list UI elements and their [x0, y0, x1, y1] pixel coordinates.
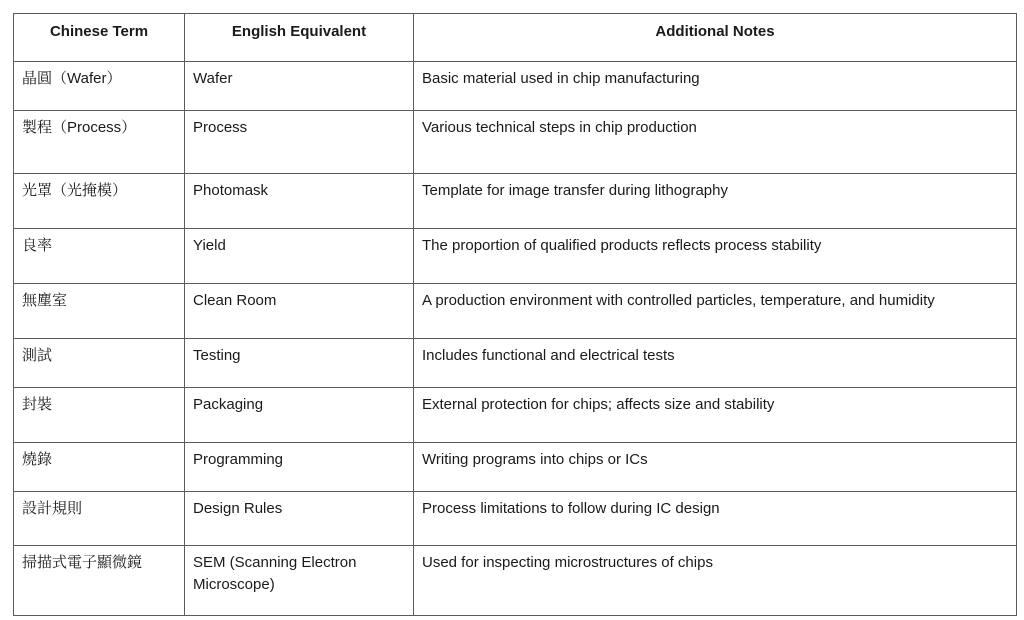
cell-additional-notes: Includes functional and electrical tests	[414, 339, 1017, 388]
table-row	[14, 546, 1017, 616]
cell-additional-notes: Template for image transfer during lithography	[414, 174, 1017, 229]
cell-chinese-term: 良率	[14, 229, 185, 284]
cell-english-equivalent: Process	[185, 111, 414, 174]
cell-english-equivalent: Programming	[185, 443, 414, 492]
table-body	[14, 62, 1017, 616]
header-additional-notes: Additional Notes	[414, 14, 1017, 62]
cell-additional-notes: Process limitations to follow during IC design	[414, 492, 1017, 546]
cell-english-equivalent: Clean Room	[185, 284, 414, 339]
cell-english-equivalent: Packaging	[185, 388, 414, 443]
cell-chinese-term: 掃描式電子顯微鏡	[14, 546, 185, 616]
table-row	[14, 443, 1017, 492]
cell-chinese-term: 燒錄	[14, 443, 185, 492]
cell-chinese-term: 製程（Process）	[14, 111, 185, 174]
cell-chinese-term: 光罩（光掩模）	[14, 174, 185, 229]
cell-chinese-term: 設計規則	[14, 492, 185, 546]
table-row	[14, 492, 1017, 546]
cell-additional-notes: A production environment with controlled particles, temperature, and humidity	[414, 284, 1017, 339]
cell-additional-notes: Various technical steps in chip production	[414, 111, 1017, 174]
cell-chinese-term: 測試	[14, 339, 185, 388]
cell-additional-notes: Used for inspecting microstructures of chips	[414, 546, 1017, 616]
glossary-table	[13, 13, 1017, 616]
table-row	[14, 174, 1017, 229]
cell-additional-notes: Basic material used in chip manufacturing	[414, 62, 1017, 111]
header-english-equivalent: English Equivalent	[185, 14, 414, 62]
cell-english-equivalent: Yield	[185, 229, 414, 284]
cell-additional-notes: The proportion of qualified products reflects process stability	[414, 229, 1017, 284]
cell-english-equivalent: Design Rules	[185, 492, 414, 546]
cell-english-equivalent: Photomask	[185, 174, 414, 229]
table-row	[14, 229, 1017, 284]
table-header	[14, 14, 1017, 62]
table-row	[14, 62, 1017, 111]
table-row	[14, 339, 1017, 388]
cell-chinese-term: 封裝	[14, 388, 185, 443]
table-row	[14, 284, 1017, 339]
header-chinese-term: Chinese Term	[14, 14, 185, 62]
cell-english-equivalent: Testing	[185, 339, 414, 388]
cell-english-equivalent: SEM (Scanning Electron Microscope)	[185, 546, 414, 616]
cell-additional-notes: External protection for chips; affects size and stability	[414, 388, 1017, 443]
cell-chinese-term: 晶圓（Wafer）	[14, 62, 185, 111]
table-row	[14, 388, 1017, 443]
table-row	[14, 111, 1017, 174]
cell-english-equivalent: Wafer	[185, 62, 414, 111]
cell-chinese-term: 無塵室	[14, 284, 185, 339]
header-row	[14, 14, 1017, 62]
cell-additional-notes: Writing programs into chips or ICs	[414, 443, 1017, 492]
